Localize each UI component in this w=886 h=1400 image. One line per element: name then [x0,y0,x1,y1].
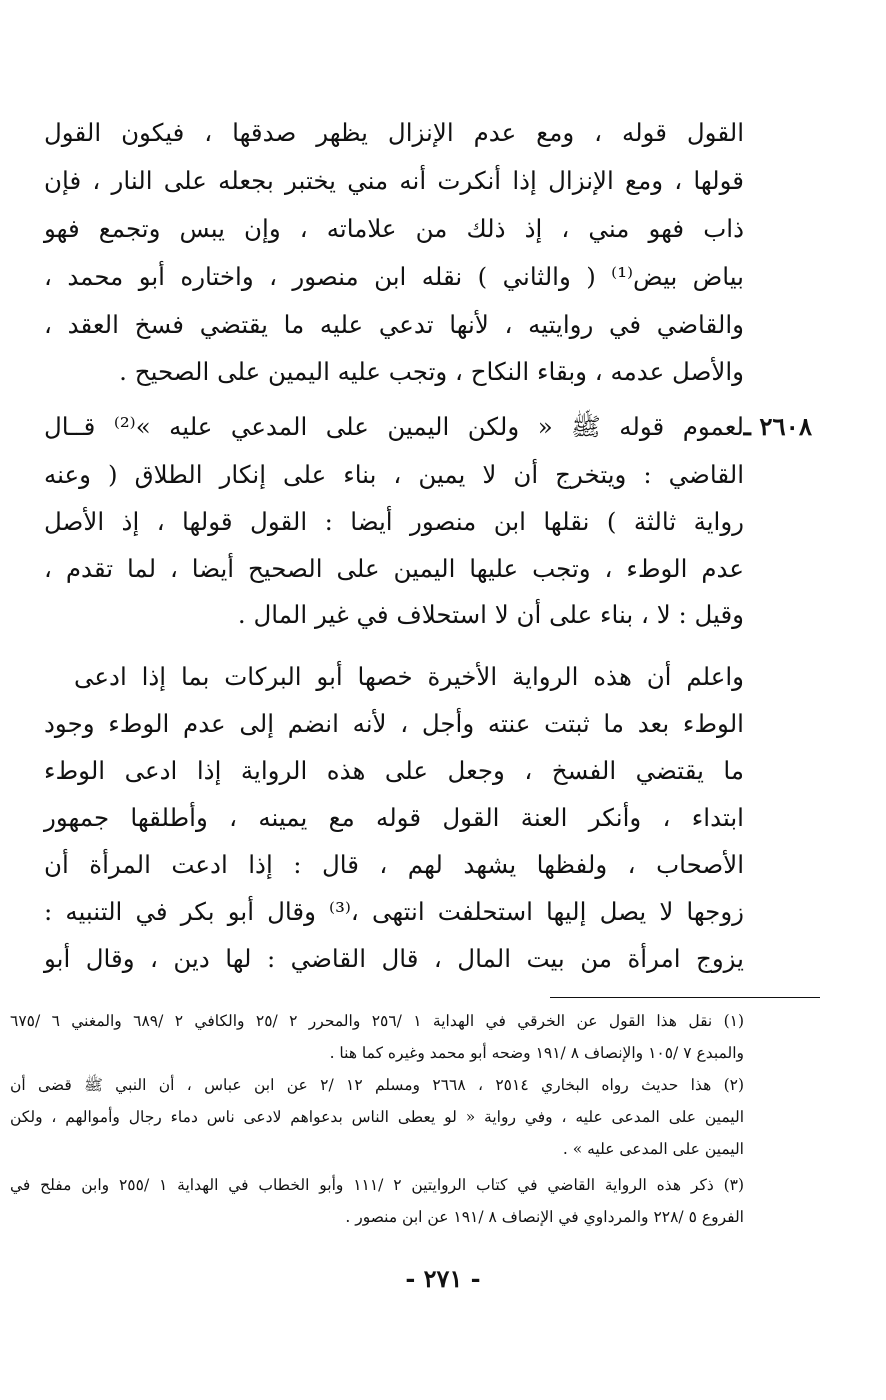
footnote-line: والمبدع ٧ /١٠٥ والإنصاف ٨ /١٩١ وضحه أبو محمد وغيره كما هنا . [329,1044,744,1062]
page-number: - ٢٧١ - [405,1264,481,1293]
paragraph-line: ابتداء ، وأنكر العنة القول قوله مع يمينه ، وأطلقها جمهور [44,803,744,832]
footnote-line: اليمين على المدعى عليه ، وفي رواية « لو يعطى الناس بدعواهم لادعى ناس دماء رجال وأموالهم ، ولكن [10,1108,744,1126]
paragraph-line: زوجها لا يصل إليها استحلفت انتهى ،⁽³⁾ وقال أبو بكر في التنبيه : [44,897,744,926]
footnote-line: الفروع ٥ /٢٢٨ والمرداوي في الإنصاف ٨ /١٩١ عن ابن منصور . [345,1208,744,1226]
entry-number: ٢٦٠٨ ـ [743,412,812,441]
footnote-line: (١) نقل هذا القول عن الخرقي في الهداية ١ /٢٥٦ والمحرر ٢ /٢٥ والكافي ٢ /٦٨٩ والمغني ٦ /٦٧٥ [10,1012,745,1030]
paragraph-line: واعلم أن هذه الرواية الأخيرة خصها أبو البركات بما إذا ادعى [74,662,744,691]
paragraph-line: الأصحاب ، ولفظها يشهد لهم ، قال : إذا ادعت المرأة أن [44,850,744,879]
paragraph-line: الوطء بعد ما ثبتت عنته وأجل ، لأنه انضم إلى عدم الوطء وجود [44,709,744,738]
entry-line: رواية ثالثة ) نقلها ابن منصور أيضا : القول قولها ، إذ الأصل [44,507,744,536]
entry-line: القاضي : ويتخرج أن لا يمين ، بناء على إنكار الطلاق ( وعنه [44,460,744,489]
footnote-separator [550,997,820,998]
entry-line: وقيل : لا ، بناء على أن لا استحلاف في غير المال . [237,600,744,629]
body-line: والقاضي في روايتيه ، لأنها تدعي عليه ما يقتضي فسخ العقد ، [44,310,744,339]
body-line: ذاب فهو مني ، إذ ذلك من علاماته ، وإن يبس وتجمع فهو [44,214,744,243]
paragraph-line: ما يقتضي الفسخ ، وجعل على هذه الرواية إذا ادعى الوطء [44,756,744,785]
entry-line: عدم الوطء ، وتجب عليها اليمين على الصحيح أيضا ، لما تقدم ، [44,554,744,583]
body-line: قولها ، ومع الإنزال إذا أنكرت أنه مني يختبر بجعله على النار ، فإن [44,166,744,195]
footnote-line: (٣) ذكر هذه الرواية القاضي في كتاب الروايتين ٢ /١١١ وأبو الخطاب في الهداية ١ /٢٥٥ وابن مفلح في [10,1176,745,1194]
footnote-line: (٢) هذا حديث رواه البخاري ٢٥١٤ ، ٢٦٦٨ ومسلم ١٢ /٢ عن ابن عباس ، أن النبي ﷺ قضى أن [10,1076,745,1094]
body-line: القول قوله ، ومع عدم الإنزال يظهر صدقها ، فيكون القول [44,118,744,147]
footnote-line: اليمين على المدعى عليه » . [562,1140,744,1158]
paragraph-line: يزوج امرأة من بيت المال ، قال القاضي : لها دين ، وقال أبو [44,944,744,973]
entry-line: لعموم قوله ﷺ « ولكن اليمين على المدعي عليه »⁽²⁾ قــال [44,412,744,441]
body-line: بياض بيض⁽¹⁾ ( والثاني ) نقله ابن منصور ، واختاره أبو محمد ، [44,262,744,291]
body-line: والأصل عدمه ، وبقاء النكاح ، وتجب عليه اليمين على الصحيح . [119,357,744,386]
